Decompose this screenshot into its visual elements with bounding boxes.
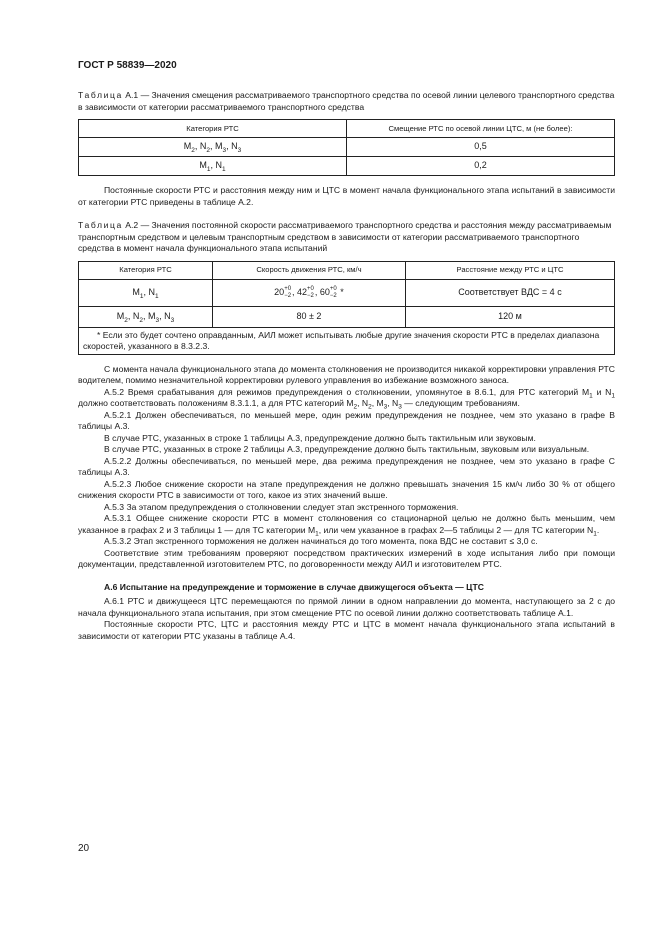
table-a2-row1-speed: 20 +0 −2 , 42 +0 −2 , 60 +0 −2 * bbox=[213, 279, 406, 306]
page-content bbox=[78, 90, 615, 642]
table-a2-row2-speed: 80 ± 2 bbox=[213, 306, 406, 327]
paragraph: С момента начала функционального этапа до момента столкновения не производится никакой корректировки управления РТС водителем, помимо незначительной корректировки рулевого управления во избежание возможного заноса. bbox=[78, 363, 615, 385]
table-a1-caption: Таблица А.1 — Значения смещения рассматриваемого транспортного средства по осевой линии целевого транспортного средства в зависимости от категории рассматриваемого транспортного средства bbox=[78, 90, 615, 112]
table-a1-row1-value: 0,5 bbox=[347, 138, 615, 157]
table-row bbox=[79, 157, 615, 176]
table-a1-header-row bbox=[79, 120, 615, 138]
table-a1-row1-category: $M_2$, $N_2$, $M_3$, $N_3$ bbox=[79, 138, 347, 157]
paragraph: А.5.3 За этапом предупреждения о столкновении следует этап экстренного торможения. bbox=[104, 501, 459, 512]
table-a2-caption: Таблица А.2 — Значения постоянной скорости рассматриваемого транспортного средства и расстояния между рассматриваемым транспортным средством и целевым транспортным средством в зависимости от категории рассматриваемого транспортного средства в момент начала функционального этапа испытаний bbox=[78, 220, 612, 253]
paragraph: А.5.3.2 Этап экстренного торможения не должен начинаться до того момента, пока ВДС не составит ≤ 3,0 с. bbox=[104, 536, 538, 546]
paragraph: Соответствие этим требованиям проверяют посредством практических измерений в ходе испытания либо при помощи документации, представленной изготовителем РТС, по договоренности между АИЛ и изготовителем РТС. bbox=[78, 547, 615, 569]
table-a2-row1-distance: Соответствует ВДС = 4 с bbox=[405, 279, 614, 306]
paragraph: А.5.3.1 Общее снижение скорости РТС в момент столкновения со стационарной целью не должно быть меньшим, чем указанное в графах 2 и 3 таблицы 1 — для ТС категории $M_1$, или чем указанное в графах 2—5 таблицы 2 — для ТС категории $N_1$. bbox=[78, 513, 615, 538]
table-row bbox=[79, 138, 615, 157]
page-number: 20 bbox=[78, 843, 90, 854]
table-a1 bbox=[78, 119, 615, 176]
table-a2-header-row bbox=[79, 261, 615, 279]
table-a2-header-speed: Скорость движения РТС, км/ч bbox=[213, 261, 406, 279]
document-header: ГОСТ Р 58839—2020 bbox=[78, 60, 177, 71]
table-row bbox=[79, 306, 615, 327]
table-a2-header-distance: Расстояние между РТС и ЦТС bbox=[405, 261, 614, 279]
table-a1-row2-value: 0,2 bbox=[347, 157, 615, 176]
paragraph: Постоянные скорости РТС и расстояния между ним и ЦТС в момент начала функционального этапа испытаний в зависимости от категории РТС приведены в таблице А.2. bbox=[78, 185, 615, 207]
paragraph: А.5.2 Время срабатывания для режимов предупреждения о столкновении, упомянутое в 8.6.1, для РТС категорий $M_1$ и $N_1$ должно соответствовать положениям 8.3.1.1, а для РТС категорий $M_2$, $N_2$, $M_3$, $N_3$ — следующим требованиям. bbox=[78, 386, 615, 411]
table-row bbox=[79, 279, 615, 306]
paragraph: А.5.2.3 Любое снижение скорости на этапе предупреждения не должно превышать значения 15 км/ч либо 30 % от общего снижения скорости РТС в зависимости от того, какое из этих значений выше. bbox=[78, 478, 615, 500]
table-a1-row2-category: $M_1$, $N_1$ bbox=[79, 157, 347, 176]
table-a2-note-row bbox=[79, 327, 615, 354]
paragraph: Постоянные скорости РТС, ЦТС и расстояния между РТС и ЦТС в момент начала функционального этапа испытаний в зависимости от категории РТС указаны в таблице А.4. bbox=[78, 619, 615, 641]
paragraph: В случае РТС, указанных в строке 1 таблицы А.3, предупреждение должно быть тактильным или звуковым. bbox=[104, 432, 536, 443]
table-a1-header-category: Категория РТС bbox=[79, 120, 347, 138]
table-a2 bbox=[78, 261, 615, 355]
table-a2-note: * Если это будет сочтено оправданным, АИЛ может испытывать любые другие значения скорости РТС в пределах диапазона скоростей, указанного в 8.3.2.3. bbox=[79, 327, 615, 354]
paragraph: А.5.2.2 Должны обеспечиваться, по меньшей мере, два режима предупреждения не позднее, чем это указано в графе C таблицы А.3. bbox=[78, 455, 615, 477]
table-a1-header-offset: Смещение РТС по осевой линии ЦТС, м (не более): bbox=[347, 120, 615, 138]
paragraph: А.5.2.1 Должен обеспечиваться, по меньшей мере, один режим предупреждения не позднее, чем это указано в графе B таблицы А.3. bbox=[78, 409, 615, 431]
section-a6-title: А.6 Испытание на предупреждение и торможение в случае движущегося объекта — ЦТС bbox=[104, 581, 484, 592]
paragraph: В случае РТС, указанных в строке 2 таблицы А.3, предупреждение должно быть тактильным, звуковым или визуальным. bbox=[104, 444, 590, 454]
table-a2-header-category: Категория РТС bbox=[79, 261, 213, 279]
paragraph: А.6.1 РТС и движущееся ЦТС перемещаются по прямой линии в одном направлении до момента, наступающего за 2 с до начала функционального этапа испытания, при этом смещение РТС по осевой линии должно соответствовать таблице А.1. bbox=[78, 596, 615, 618]
table-a2-row1-category: $M_1$, $N_1$ bbox=[79, 279, 213, 306]
table-a2-row2-distance: 120 м bbox=[405, 306, 614, 327]
table-a2-row2-category: $M_2$, $N_2$, $M_3$, $N_3$ bbox=[79, 306, 213, 327]
